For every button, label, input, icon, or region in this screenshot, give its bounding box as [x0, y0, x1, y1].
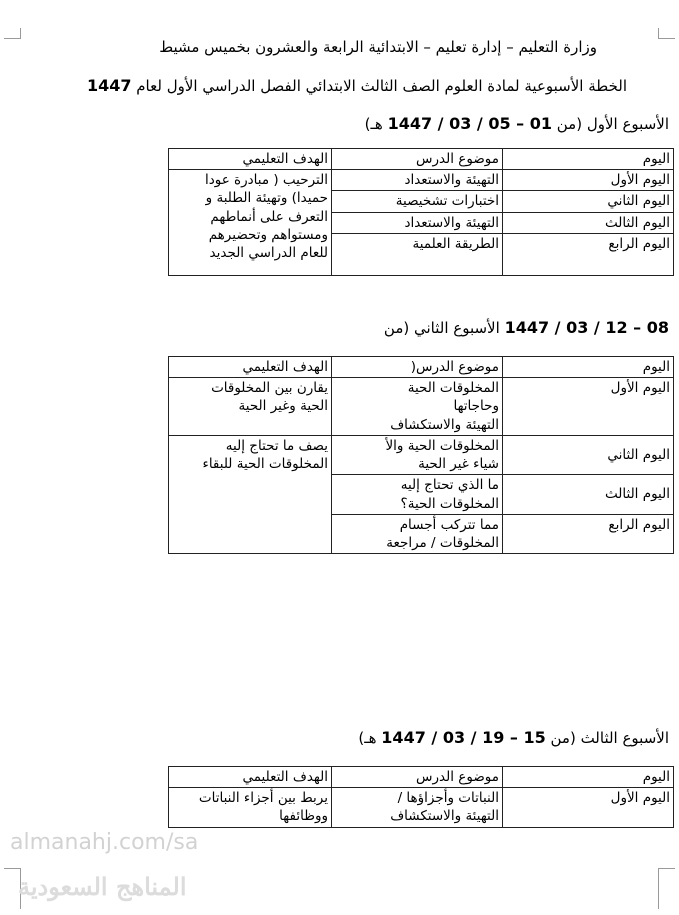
header-topic: موضوع الدرس [332, 149, 503, 170]
topic-cell: اختبارات تشخيصية [332, 191, 503, 212]
week1-title-dates: 01 – 05 / 03 / 1447 [387, 114, 552, 133]
day-cell: اليوم الرابع [503, 233, 674, 275]
table-row [169, 435, 674, 474]
header-day: اليوم [503, 149, 674, 170]
ministry-header: وزارة التعليم – إدارة تعليم – الابتدائية الرابعة والعشرون بخميس مشيط [159, 38, 597, 56]
plan-title [87, 76, 627, 95]
goal-line: التعرف على أنماطهم [210, 208, 328, 225]
goal-line: يصف ما تحتاج إليه [225, 437, 328, 454]
topic-cell [332, 378, 503, 436]
topic-cell [332, 788, 503, 827]
week2-title-label: الأسبوع الثاني (من [383, 319, 500, 337]
header-day: اليوم [503, 767, 674, 788]
goal-line: يربط بين أجزاء النباتات [198, 790, 328, 807]
crop-mark-top-right [658, 28, 675, 39]
day-cell: اليوم الثاني [503, 435, 674, 474]
table-header-row [169, 149, 674, 170]
week2-title [384, 318, 669, 337]
week2-table [168, 356, 674, 554]
goal-line: ومستواهم وتحضيرهم [208, 226, 328, 243]
day-cell: اليوم الثاني [503, 191, 674, 212]
week1-title-suffix: هـ) [364, 115, 388, 133]
day-cell: اليوم الأول [503, 378, 674, 436]
goal-line: ووظائفها [279, 808, 328, 825]
table-row [169, 378, 674, 436]
week3-table [168, 766, 674, 828]
week2-title-dates: 08 – 12 / 03 / 1447 [504, 318, 669, 337]
goal-line: الحية وغير الحية [238, 398, 328, 415]
week3-title-label: الأسبوع الثالث (من [545, 729, 669, 747]
topic-line: التهيئة والاستكشاف [390, 416, 499, 433]
header-goal: الهدف التعليمي [169, 767, 332, 788]
topic-line: المخلوقات / مراجعة [386, 534, 499, 551]
day-cell: اليوم الأول [503, 788, 674, 827]
crop-mark-bottom-right [658, 868, 675, 909]
header-goal: الهدف التعليمي [169, 357, 332, 378]
header-topic: موضوع الدرس( [332, 357, 503, 378]
topic-cell [332, 514, 503, 553]
day-cell: اليوم الثالث [503, 212, 674, 233]
week3-title-dates: 15 – 19 / 03 / 1447 [381, 728, 546, 747]
day-cell: اليوم الأول [503, 170, 674, 191]
topic-line: وحاجاتها [453, 398, 499, 415]
goal-line: حميدا) وتهيئة الطلبة و [205, 190, 328, 207]
goal-cell [169, 788, 332, 827]
week1-title-label: الأسبوع الأول (من [552, 115, 669, 133]
goal-cell [169, 170, 332, 276]
watermark-site: almanahj.com/sa [10, 830, 199, 855]
topic-line: التهيئة والاستكشاف [390, 808, 499, 825]
table-header-row [169, 767, 674, 788]
plan-title-text: الخطة الأسبوعية لمادة العلوم الصف الثالث الابتدائي الفصل الدراسي الأول لعام [131, 77, 627, 95]
week1-table [168, 148, 674, 276]
topic-line: المخلوقات الحية والأ [385, 437, 499, 454]
header-goal: الهدف التعليمي [169, 149, 332, 170]
goal-line: يقارن بين المخلوقات [211, 380, 328, 397]
day-cell: اليوم الثالث [503, 475, 674, 514]
topic-line: النباتات وأجزاؤها / [397, 790, 499, 807]
header-topic: موضوع الدرس [332, 767, 503, 788]
table-row [169, 170, 674, 191]
table-header-row [169, 357, 674, 378]
topic-line: المخلوقات الحية؟ [400, 495, 499, 512]
goal-cell [169, 435, 332, 553]
crop-mark-top-left [4, 28, 21, 39]
table-row [169, 788, 674, 827]
topic-line: ما الذي تحتاج إليه [400, 477, 499, 494]
goal-line: للعام الدراسي الجديد [209, 245, 328, 262]
goal-line: المخلوقات الحية للبقاء [202, 456, 328, 473]
week3-title-suffix: هـ) [358, 729, 382, 747]
topic-cell: التهيئة والاستعداد [332, 212, 503, 233]
watermark-name: المناهج السعودية [18, 872, 187, 901]
header-day: اليوم [503, 357, 674, 378]
topic-line: مما تتركب أجسام [399, 516, 499, 533]
topic-line: شياء غير الحية [418, 456, 499, 473]
day-cell: اليوم الرابع [503, 514, 674, 553]
week1-title [365, 114, 669, 133]
topic-cell: الطريقة العلمية [332, 233, 503, 275]
plan-title-year: 1447 [86, 76, 132, 95]
goal-line: الترحيب ( مبادرة عودا [204, 172, 328, 189]
topic-cell: التهيئة والاستعداد [332, 170, 503, 191]
week3-title [358, 728, 669, 747]
topic-cell [332, 475, 503, 514]
topic-line: المخلوقات الحية [407, 380, 499, 397]
goal-cell [169, 378, 332, 436]
topic-cell [332, 435, 503, 474]
